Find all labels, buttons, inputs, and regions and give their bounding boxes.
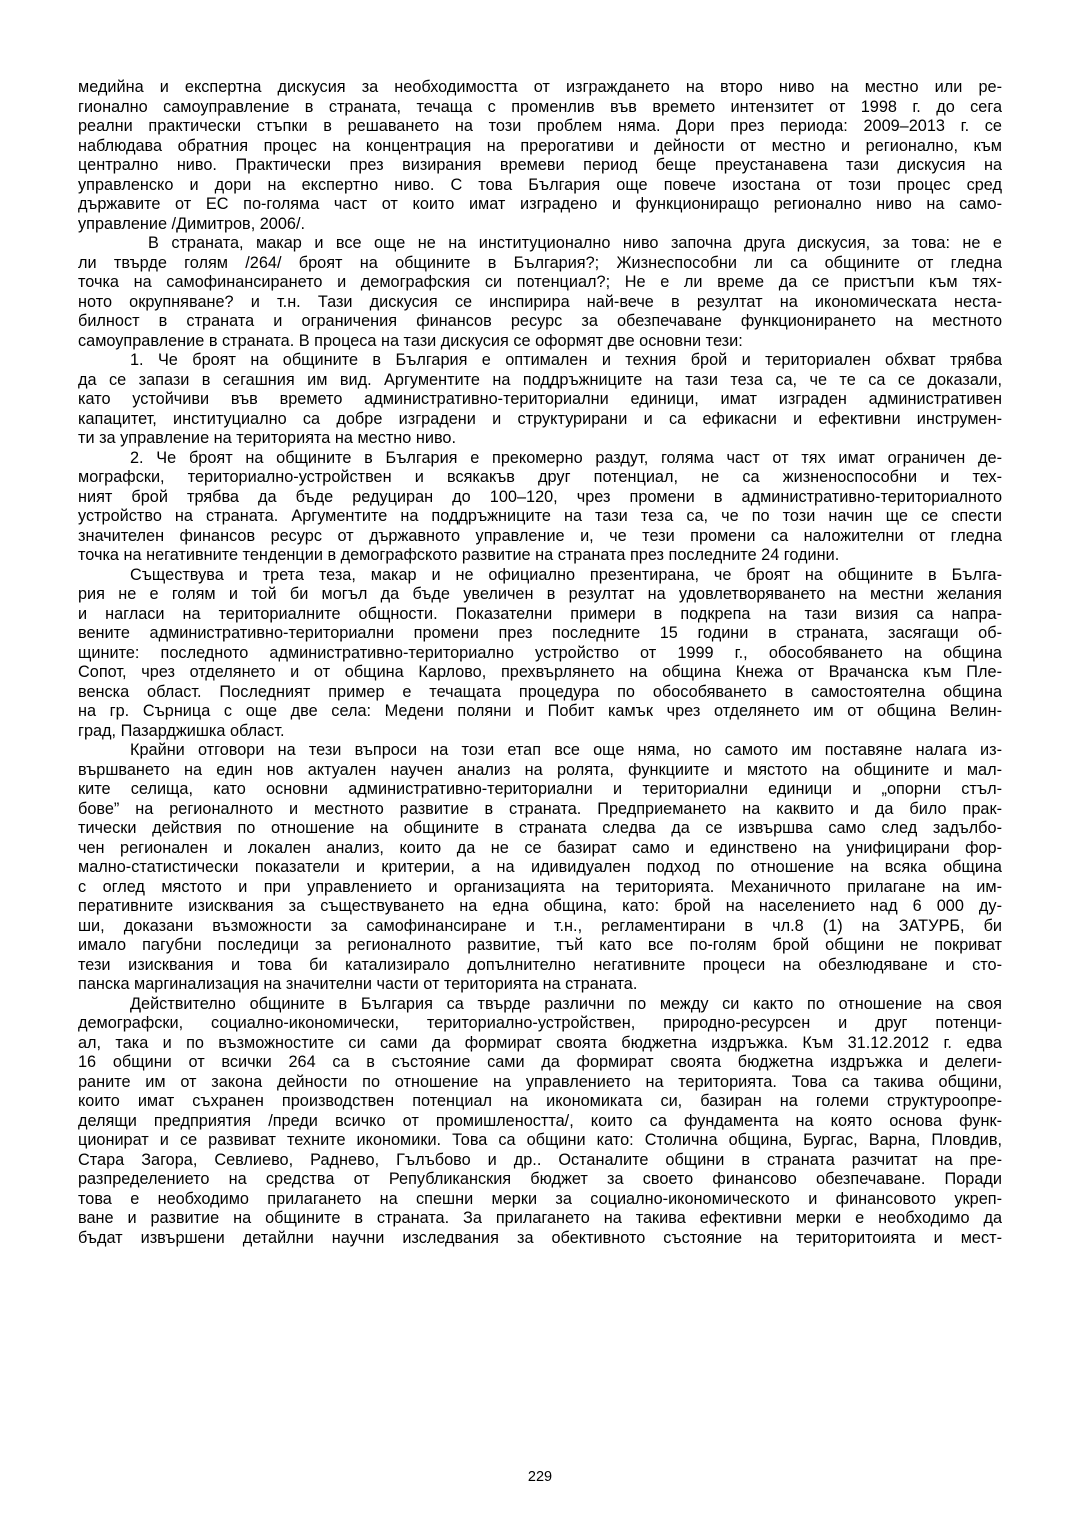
text-line: с оглед мястото и при управлението и организацията на територията. Механичното прилагане на им-: [78, 877, 1002, 896]
paragraph: [78, 449, 1002, 566]
text-line: ал, така и по възможностите си сами да формират своята бюджетна издръжка. Към 31.12.2012 г. едва: [78, 1033, 1002, 1052]
text-line: делящи предприятия /преди всичко от промишлеността/, които са фундамента на която основа функ-: [78, 1111, 1002, 1130]
text-line: ти за управление на територията на местно ниво.: [78, 429, 456, 447]
page-number: 229: [527, 1469, 553, 1485]
text-line: ният брой трябва да бъде редуциран до 100–120, чрез промени в административно-териториалното: [78, 487, 1002, 506]
text-line: вършването на един нов актуален научен анализ на ролята, функциите и мястото на общините и мал-: [78, 760, 1002, 779]
body-text: [78, 78, 1002, 1248]
text-line: Стара Загора, Севлиево, Раднево, Гълъбово и др.. Останалите общини в страната разчитат на пре-: [78, 1150, 1002, 1169]
text-line: чен регионален и локален анализ, които да не се базират само и единствено на унифицирани фор-: [78, 838, 1002, 857]
text-line: ши, доказани възможности за самофинансиране и т.н., регламентирани в чл.8 (1) на ЗАТУРБ, би: [78, 916, 1002, 935]
text-line: това е необходимо прилагането на спешни мерки за социално-икономическото и финансовото укреп-: [78, 1189, 1002, 1208]
text-line: бъдат извършени детайлни научни изследвания за обективното състояние на територитоията и мест-: [78, 1228, 1002, 1247]
text-line: самоуправление в страната. В процеса на тази дискусия се оформят две основни тези:: [78, 331, 743, 350]
text-line: имало пагубни последици за регионалното развитие, тъй като все по-голям брой общини не покриват: [78, 936, 1002, 954]
text-line: управление /Димитров, 2006/.: [78, 214, 306, 233]
text-line: мографски, териториално-устройствен и всякакъв друг потенциал, не са жизненоспособни и тех-: [78, 468, 1002, 486]
text-line: венска област. Последният пример е течащата процедура по обособяването в самостоятелна община: [78, 682, 1002, 701]
text-line: управленско и дори на експертно ниво. С това България още повече изостана от този процес сред: [78, 175, 1002, 194]
text-line: точка на негативните тенденции в демографското развитие на страната през последните 24 години.: [78, 546, 840, 564]
text-line: точка на самофинансирането и демографския си потенциал?; Не е ли време да се пристъпи към тях-: [78, 273, 1002, 291]
paragraph: [78, 741, 1002, 995]
text-line: ките селища, като основни административно-териториални и териториални единици и „опорни стъл-: [78, 780, 1002, 798]
text-line: тези изисквания и това би катализирало допълнително негативните процеси на обезлюдяване и сто-: [78, 955, 1002, 974]
text-line: раните им от закона дейности по отношение на управлението на територията. Това са такива общини,: [78, 1072, 1002, 1091]
text-line: устройство на страната. Аргументите на поддръжниците на тази теза са, че по този начин ще се спести: [78, 507, 1002, 525]
text-line: капацитет, институциално са добре изградени и структурирани и са ефикасни и ефективни инструмен-: [78, 409, 1002, 428]
text-line: мално-статистически показатели и критерии, а на идивидуален подход по отношение на всяка община: [78, 858, 1002, 876]
text-line: рия не е голям и той би могъл да бъде увеличен в резултат на удовлетворяването на местни желания: [78, 585, 1002, 603]
text-line: и нагласи на териториалните общности. Показателни примери в подкрепа на тази визия са напра-: [78, 604, 1002, 623]
text-line: В страната, макар и все още не на институционално ниво започна друга дискусия, за това: не е: [148, 234, 1002, 252]
text-line: бове” на регионалното и местното развитие в страната. Предприемането на каквито и да било прак-: [78, 799, 1002, 818]
text-line: да се запази в сегашния им вид. Аргументите на поддръжниците на тази теза са, че те са се доказали,: [78, 370, 1002, 389]
text-line: Съществува и трета теза, макар и не официално презентирана, че броят на общините в Бълга-: [130, 565, 1002, 584]
paragraph: [78, 234, 1002, 351]
text-line: наблюдава обратния процес на концентрация на прерогативи и дейности от местно и регионално, към: [78, 136, 1002, 155]
text-line: централно ниво. Практически през визирания времеви период беще преустанавена тази дискусия на: [78, 156, 1002, 174]
text-line: Крайни отговори на тези въпроси на този етап все още няма, но самото им поставяне налага из-: [130, 741, 1002, 759]
text-line: 1. Че броят на общините в България е оптимален и техния брой и териториален обхват трябва: [130, 351, 1002, 369]
paragraph: [78, 78, 1002, 234]
text-line: държавите от ЕС по-голяма част от които имат изградено и функциониращо регионално ниво на само-: [78, 195, 1002, 213]
text-line: гионално самоуправление в страната, течаща с променлив във времето интензитет от 1998 г. до сега: [78, 97, 1002, 116]
text-line: демографски, социално-икономически, териториално-устройствен, природно-ресурсен и друг потенци-: [78, 1014, 1002, 1032]
text-line: реални практически стъпки в решаването на този проблем няма. Дори през периода: 2009–2013 г. се: [78, 117, 1002, 135]
text-line: щините: последното административно-териториално устройство от 1999 г., обособяването на община: [78, 643, 1002, 662]
text-line: тически действия по отношение на общините в страната следва да се извършва само след задълбо-: [78, 819, 1002, 837]
text-line: 16 общини от всички 264 са в състояние сами да формират своята бюджетна издръжка и делеги-: [78, 1053, 1002, 1071]
paragraph: [78, 995, 1002, 1249]
text-line: значителен финансов ресурс от държавното управление и, че тези промени са наложителни от гледна: [78, 526, 1002, 545]
text-line: панска маргинализация на значителни части от територията на страната.: [78, 975, 638, 993]
text-line: 2. Че броят на общините в България е прекомерно раздут, голяма част от тях имат ограничен де-: [130, 448, 1002, 467]
text-line: Сопот, чрез отделянето и от община Карлово, прехвърлянето на община Кнежа от Врачанска към Пле-: [78, 663, 1002, 681]
text-line: ли твърде голям /264/ броят на общините в България?; Жизнеспособни ли са общините от гледна: [78, 253, 1002, 272]
text-line: ното окрупняване? и т.н. Тази дискусия се инспирира най-вече в резултат на икономическата неста-: [78, 292, 1002, 311]
text-line: като устойчиви във времето административно-териториални единици, имат изграден административен: [78, 390, 1002, 408]
text-line: на гр. Сърница с още две села: Медени поляни и Побит камък чрез отделянето им от община Велин-: [78, 702, 1002, 720]
text-line: разпределението на средства от Републиканския бюджет за своето финансово обезпечаване. Поради: [78, 1170, 1002, 1188]
paragraph: [78, 566, 1002, 742]
text-line: Действително общините в България са твърде различни по между си както по отношение на своя: [130, 994, 1002, 1013]
text-line: билност в страната и ограничения финансов ресурс за обезпечаване функционирането на местното: [78, 312, 1002, 330]
text-line: медийна и експертна дискусия за необходимостта от изграждането на второ ниво на местно или ре-: [78, 78, 1002, 96]
text-line: град, Пазарджишка област.: [78, 721, 285, 740]
text-line: които имат съхранен производствен потенциал на икономиката си, базиран на големи структуроопре-: [78, 1092, 1002, 1110]
text-line: вените административно-териториални промени през последните 15 години в страната, засягащи об-: [78, 624, 1002, 642]
paragraph: [78, 351, 1002, 449]
text-line: ционират и се развиват техните икономики. Това са общини като: Столична община, Бургас, Варна, Пловдив,: [78, 1131, 1002, 1149]
text-line: ване и развитие на общините в страната. За прилагането на такива ефективни мерки е необходимо да: [78, 1209, 1002, 1227]
text-line: перативните изисквания за съществуването на една община, като: брой на населението над 6 000 ду-: [78, 897, 1002, 915]
